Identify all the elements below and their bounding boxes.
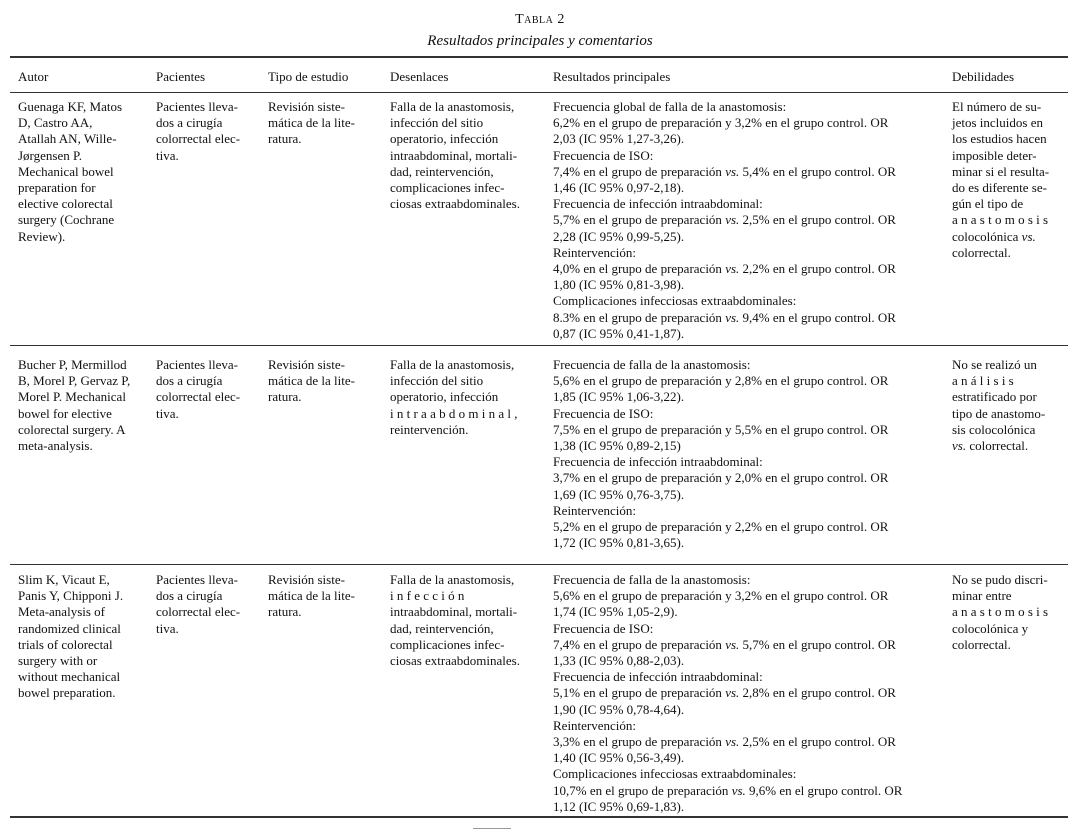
cell-line: ciosas extraabdominales. (390, 653, 520, 669)
cell-autor (18, 99, 146, 245)
cell-line: elective colorectal (18, 196, 113, 212)
cell-line: dos a cirugía (156, 373, 223, 389)
cell-line: imposible deter- (952, 147, 1037, 163)
cell-line: 1,69 (IC 95% 0,76-3,75). (553, 486, 685, 502)
cell-line: 5,6% en el grupo de preparación y 2,8% en el grupo control. OR (553, 373, 889, 389)
cell-line: 1,85 (IC 95% 1,06-3,22). (553, 389, 685, 405)
cell-line: Falla de la anastomosis, (390, 572, 515, 587)
cell-line: 7,5% en el grupo de preparación y 5,5% en el grupo control. OR (553, 421, 889, 437)
cell-line: infección del sitio (390, 373, 484, 389)
cell-line: Complicaciones infecciosas extraabdominales: (553, 766, 797, 782)
cell-line: mática de la lite- (268, 115, 355, 131)
row-divider (10, 564, 1068, 565)
cell-line: jetos incluidos en (952, 115, 1043, 131)
cell-line: colorectal surgery. A (18, 421, 126, 437)
cell-line: surgery (Cochrane (18, 212, 115, 228)
cell-line: Frecuencia de infección intraabdominal: (553, 454, 763, 470)
cell-tipo (268, 99, 368, 148)
cell-desenlaces (390, 99, 538, 212)
cell-line: colorrectal elec- (156, 131, 241, 147)
cell-line: bowel preparation. (18, 685, 116, 701)
cell-line: intraabdominal, mortali- (390, 147, 518, 163)
cell-line: 3,3% en el grupo de preparación vs. 2,5% en el grupo control. OR (553, 734, 896, 750)
cell-debilidades (952, 572, 1057, 653)
cell-pacientes (156, 572, 256, 637)
cell-line: tiva. (156, 620, 179, 636)
cell-line: infección del sitio (390, 115, 484, 131)
cell-line: preparation for (18, 180, 96, 196)
cell-line: 6,2% en el grupo de preparación y 3,2% en el grupo control. OR (553, 115, 889, 131)
row-divider (10, 345, 1068, 346)
cell-tipo (268, 572, 368, 621)
cell-line: dos a cirugía (156, 588, 223, 604)
cell-line: 1,40 (IC 95% 0,56-3,49). (553, 750, 685, 766)
header-autor: Autor (18, 69, 49, 84)
cell-line: Revisión siste- (268, 357, 345, 372)
cell-line: 2,28 (IC 95% 0,99-5,25). (553, 228, 685, 244)
cell-line: bowel for elective (18, 405, 112, 421)
cell-line: colorrectal. (952, 244, 1011, 260)
cell-line: intraabdominal, mortali- (390, 604, 518, 620)
footer-mark (473, 828, 511, 829)
cell-line: complicaciones infec- (390, 180, 505, 196)
cell-line: tiva. (156, 405, 179, 421)
cell-line: Reintervención: (553, 244, 637, 260)
cell-line: 7,4% en el grupo de preparación vs. 5,4% en el grupo control. OR (553, 163, 896, 179)
cell-line: Pacientes lleva- (156, 572, 238, 587)
cell-line: 1,90 (IC 95% 0,78-4,64). (553, 701, 685, 717)
cell-line: ratura. (268, 604, 302, 620)
cell-line: No se realizó un (952, 357, 1037, 372)
cell-line: Morel P. Mechanical (18, 389, 126, 405)
cell-line: Slim K, Vicaut E, (18, 572, 110, 587)
cell-line: tiva. (156, 147, 179, 163)
cell-resultados (553, 99, 935, 342)
cell-autor (18, 572, 146, 702)
cell-line: i n f e c c i ó n (390, 588, 465, 604)
cell-line: ratura. (268, 389, 302, 405)
cell-line: Reintervención: (553, 502, 637, 518)
cell-line: 3,7% en el grupo de preparación y 2,0% en el grupo control. OR (553, 470, 889, 486)
cell-line: 1,12 (IC 95% 0,69-1,83). (553, 798, 685, 814)
cell-line: reintervención. (390, 421, 469, 437)
cell-line: No se pudo discri- (952, 572, 1048, 587)
cell-line: estratificado por (952, 389, 1037, 405)
header-rule (10, 92, 1068, 93)
cell-line: 4,0% en el grupo de preparación vs. 2,2% en el grupo control. OR (553, 261, 896, 277)
cell-line: 1,46 (IC 95% 0,97-2,18). (553, 180, 685, 196)
cell-line: Frecuencia de ISO: (553, 147, 654, 163)
cell-line: without mechanical (18, 669, 121, 685)
cell-line: 5,2% en el grupo de preparación y 2,2% en el grupo control. OR (553, 519, 889, 535)
cell-line: 1,80 (IC 95% 0,81-3,98). (553, 277, 685, 293)
cell-tipo (268, 357, 368, 406)
cell-line: 2,03 (IC 95% 1,27-3,26). (553, 131, 685, 147)
cell-line: 1,74 (IC 95% 1,05-2,9). (553, 604, 678, 620)
cell-line: 5,1% en el grupo de preparación vs. 2,8% en el grupo control. OR (553, 685, 896, 701)
cell-line: trials of colorectal (18, 636, 113, 652)
cell-line: Falla de la anastomosis, (390, 99, 515, 114)
table-caption: Resultados principales y comentarios (427, 33, 653, 49)
cell-line: minar entre (952, 588, 1012, 604)
cell-line: meta-analysis. (18, 438, 93, 454)
cell-line: Meta-analysis of (18, 604, 106, 620)
cell-line: Review). (18, 228, 66, 244)
cell-line: a n a s t o m o s i s (952, 212, 1049, 228)
cell-debilidades (952, 357, 1057, 454)
cell-line: colocolónica y (952, 620, 1029, 636)
cell-line: Panis Y, Chipponi J. (18, 588, 124, 604)
cell-line: Mechanical bowel (18, 163, 114, 179)
cell-line: Atallah AN, Wille- (18, 131, 117, 147)
cell-line: Pacientes lleva- (156, 357, 238, 372)
cell-line: minar si el resulta- (952, 163, 1050, 179)
cell-line: Guenaga KF, Matos (18, 99, 123, 114)
cell-line: operatorio, infección (390, 389, 499, 405)
cell-line: do es diferente se- (952, 180, 1047, 196)
cell-pacientes (156, 99, 256, 164)
cell-desenlaces (390, 357, 538, 438)
cell-debilidades (952, 99, 1057, 261)
cell-line: Frecuencia de infección intraabdominal: (553, 669, 763, 685)
cell-line: gún el tipo de (952, 196, 1024, 212)
cell-line: ratura. (268, 131, 302, 147)
cell-line: tipo de anastomo- (952, 405, 1046, 421)
cell-line: D, Castro AA, (18, 115, 93, 131)
header-debilidades: Debilidades (952, 69, 1015, 84)
cell-line: Revisión siste- (268, 99, 345, 114)
cell-line: dad, reintervención, (390, 163, 494, 179)
cell-line: complicaciones infec- (390, 636, 505, 652)
cell-line: Frecuencia de ISO: (553, 405, 654, 421)
cell-line: colorrectal. (952, 636, 1011, 652)
cell-resultados (553, 572, 935, 815)
header-pacientes: Pacientes (156, 69, 206, 84)
header-resultados: Resultados principales (553, 69, 671, 84)
cell-line: Pacientes lleva- (156, 99, 238, 114)
bottom-rule (10, 816, 1068, 818)
cell-line: 0,87 (IC 95% 0,41-1,87). (553, 325, 685, 341)
cell-line: surgery with or (18, 653, 98, 669)
cell-line: Complicaciones infecciosas extraabdominales: (553, 293, 797, 309)
cell-line: Frecuencia de falla de la anastomosis: (553, 572, 751, 587)
cell-line: Frecuencia de ISO: (553, 620, 654, 636)
cell-line: Frecuencia de falla de la anastomosis: (553, 357, 751, 372)
cell-line: Jørgensen P. (18, 147, 83, 163)
cell-line: 5,6% en el grupo de preparación y 3,2% en el grupo control. OR (553, 588, 889, 604)
cell-autor (18, 357, 146, 454)
cell-line: los estudios hacen (952, 131, 1047, 147)
cell-line: i n t r a a b d o m i n a l , (390, 405, 518, 421)
cell-line: Revisión siste- (268, 572, 345, 587)
cell-line: 7,4% en el grupo de preparación vs. 5,7% en el grupo control. OR (553, 636, 896, 652)
cell-line: Bucher P, Mermillod (18, 357, 127, 372)
cell-resultados (553, 357, 935, 551)
cell-line: mática de la lite- (268, 588, 355, 604)
cell-line: ciosas extraabdominales. (390, 196, 520, 212)
cell-line: 1,72 (IC 95% 0,81-3,65). (553, 535, 685, 551)
cell-line: colocolónica vs. (952, 228, 1036, 244)
cell-line: Falla de la anastomosis, (390, 357, 515, 372)
cell-line: randomized clinical (18, 620, 121, 636)
cell-line: dos a cirugía (156, 115, 223, 131)
cell-line: mática de la lite- (268, 373, 355, 389)
cell-line: 5,7% en el grupo de preparación vs. 2,5% en el grupo control. OR (553, 212, 896, 228)
cell-line: colorrectal elec- (156, 604, 241, 620)
cell-line: Frecuencia de infección intraabdominal: (553, 196, 763, 212)
cell-line: dad, reintervención, (390, 620, 494, 636)
header-tipo: Tipo de estudio (268, 69, 349, 84)
table-label: Tabla 2 (515, 12, 565, 27)
cell-line: B, Morel P, Gervaz P, (18, 373, 131, 389)
cell-line: Frecuencia global de falla de la anastomosis: (553, 99, 787, 114)
cell-pacientes (156, 357, 256, 422)
cell-line: 1,38 (IC 95% 0,89-2,15) (553, 438, 681, 454)
cell-desenlaces (390, 572, 538, 669)
cell-line: vs. colorrectal. (952, 438, 1029, 454)
cell-line: a n a s t o m o s i s (952, 604, 1049, 620)
cell-line: 1,33 (IC 95% 0,88-2,03). (553, 653, 685, 669)
cell-line: 8.3% en el grupo de preparación vs. 9,4% en el grupo control. OR (553, 309, 896, 325)
cell-line: sis colocolónica (952, 421, 1036, 437)
top-rule (10, 56, 1068, 58)
cell-line: colorrectal elec- (156, 389, 241, 405)
cell-line: a n á l i s i s (952, 373, 1014, 389)
cell-line: 10,7% en el grupo de preparación vs. 9,6% en el grupo control. OR (553, 782, 903, 798)
header-desenlaces: Desenlaces (390, 69, 449, 84)
cell-line: Reintervención: (553, 717, 637, 733)
cell-line: El número de su- (952, 99, 1042, 114)
cell-line: operatorio, infección (390, 131, 499, 147)
